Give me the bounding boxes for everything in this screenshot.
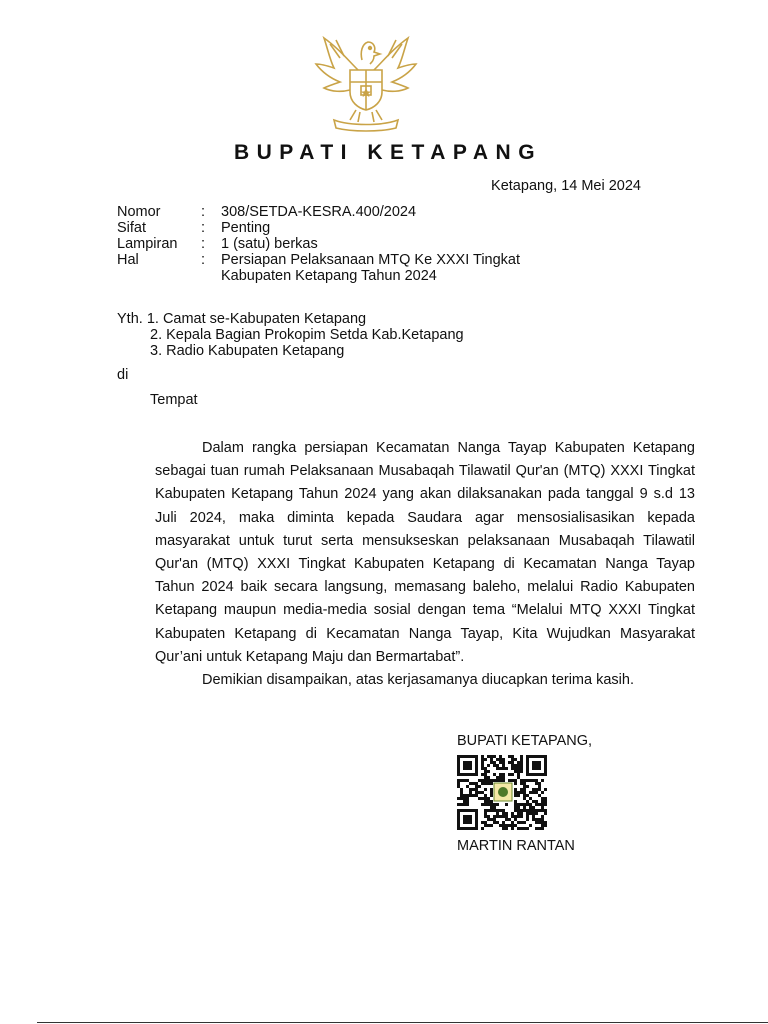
recipients-list (117, 311, 464, 359)
meta-row-lampiran (117, 236, 601, 252)
letter-heading: BUPATI KETAPANG (233, 141, 543, 164)
meta-value: 1 (satu) berkas (221, 236, 318, 252)
meta-label: Nomor (117, 204, 161, 220)
meta-row-sifat (117, 220, 601, 236)
letter-date: Ketapang, 14 Mei 2024 (491, 178, 641, 194)
meta-separator: : (201, 204, 206, 220)
garuda-emblem-icon (310, 30, 422, 132)
signature-title: BUPATI KETAPANG, (457, 733, 593, 749)
meta-row-nomor (117, 204, 601, 220)
meta-label: Lampiran (117, 236, 178, 252)
footer-rule (37, 1022, 768, 1023)
recipient-di: di (117, 367, 129, 383)
meta-row-hal (117, 252, 601, 284)
meta-value: Persiapan Pelaksanaan MTQ Ke XXXI Tingkat Kabupaten Ketapang Tahun 2024 (221, 252, 521, 284)
meta-separator: : (201, 252, 206, 268)
meta-separator: : (201, 236, 206, 252)
letter-body (155, 437, 695, 692)
meta-label: Hal (117, 252, 139, 268)
recipient-item: 2. Kepala Bagian Prokopim Setda Kab.Ketapang (150, 327, 464, 343)
meta-value: 308/SETDA-KESRA.400/2024 (221, 204, 417, 220)
signer-name: MARTIN RANTAN (457, 838, 575, 854)
letter-meta (117, 204, 601, 284)
recipient-item: 3. Radio Kabupaten Ketapang (150, 343, 345, 359)
qr-code-icon (457, 755, 547, 831)
meta-value: Penting (221, 220, 271, 236)
recipient-place: Tempat (150, 392, 198, 408)
closing-paragraph: Demikian disampaikan, atas kerjasamanya diucapkan terima kasih. (202, 672, 634, 689)
recipient-item: Yth. 1. Camat se-Kabupaten Ketapang (117, 311, 367, 327)
meta-separator: : (201, 220, 206, 236)
meta-label: Sifat (117, 220, 147, 236)
body-paragraph: Dalam rangka persiapan Kecamatan Nanga Tayap Kabupaten Ketapang sebagai tuan rumah Pelaksanaan Musabaqah Tilawatil Qur'an (MTQ) XXXI Tingkat Kabupaten Ketapang Tahun 2024 yang akan dilaksanakan pada tanggal 9 s.d 13 Juli 2024, maka diminta kepada Saudara agar mensosialisasikan kepada masyarakat untuk turut serta mensukseskan pelaksanaan Musabaqah Tilawatil Qur'an (MTQ) XXXI Tingkat Kabupaten Ketapang di Kecamatan Nanga Tayap Tahun 2024 baik secara langsung, memasang baleho, melalui Radio Kabupaten Ketapang maupun media-media sosial dengan tema “Melalui MTQ XXXI Tingkat Kabupaten Ketapang di Kecamatan Nanga Tayap, Kita Wujudkan Masyarakat Qur’ani untuk Ketapang Maju dan Bermartabat”. (155, 440, 695, 665)
